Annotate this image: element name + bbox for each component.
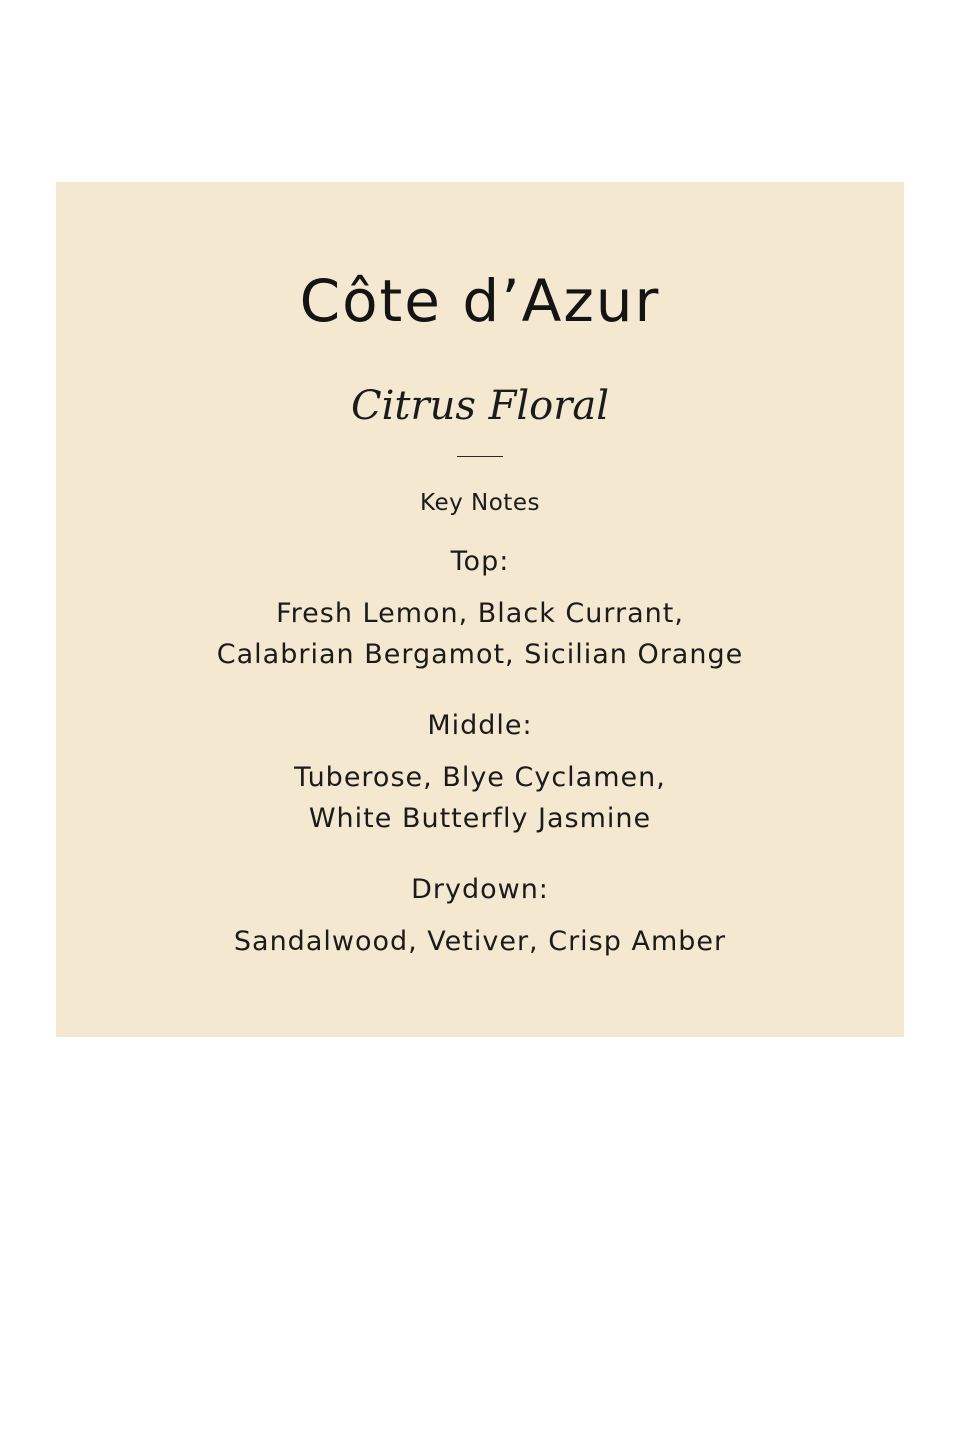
middle-notes-line: Tuberose, Blye Cyclamen,	[294, 762, 666, 793]
drydown-notes-heading: Drydown:	[411, 874, 549, 905]
key-notes-label: Key Notes	[420, 490, 540, 516]
top-notes-line: Fresh Lemon, Black Currant,	[276, 598, 684, 629]
fragrance-family: Citrus Floral	[351, 383, 609, 429]
top-notes-heading: Top:	[450, 546, 510, 577]
divider	[457, 456, 503, 457]
top-notes-line: Calabrian Bergamot, Sicilian Orange	[216, 639, 744, 670]
middle-notes-line: White Butterfly Jasmine	[308, 803, 652, 834]
fragrance-title: Côte d’Azur	[299, 267, 661, 335]
middle-notes-heading: Middle:	[427, 710, 533, 741]
drydown-notes-line: Sandalwood, Vetiver, Crisp Amber	[233, 926, 727, 957]
